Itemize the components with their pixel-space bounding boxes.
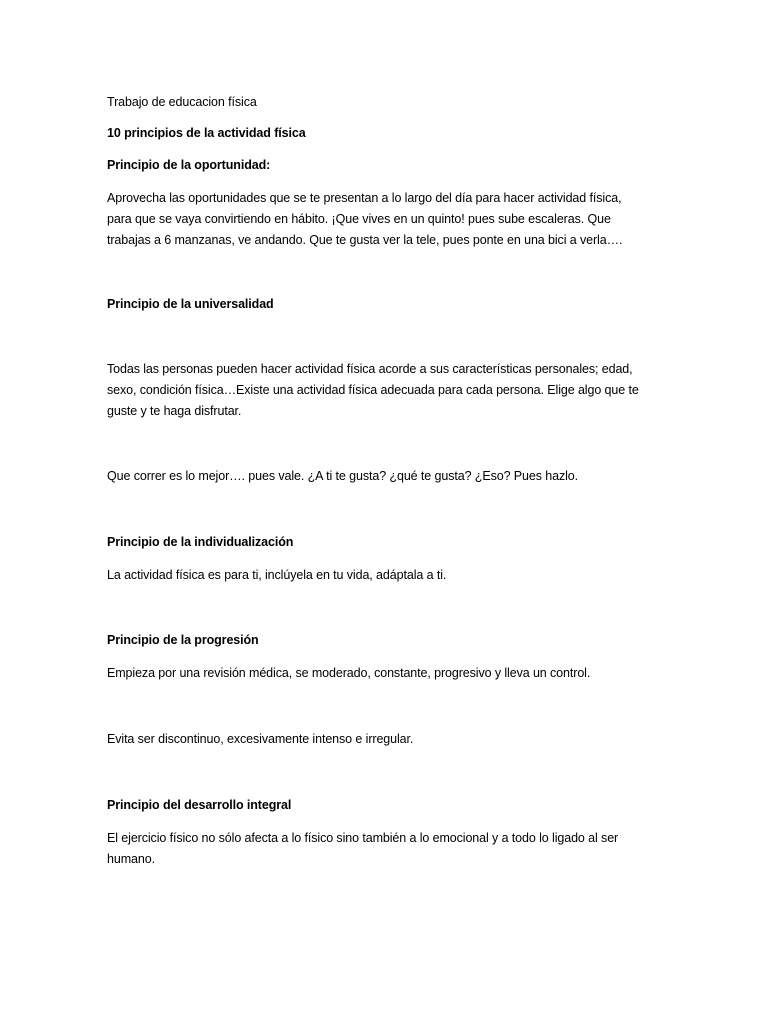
- document-subtitle: 10 principios de la actividad física: [107, 126, 306, 140]
- document-title: Trabajo de educacion física: [107, 95, 257, 109]
- section-heading-universalidad: Principio de la universalidad: [107, 297, 274, 311]
- paragraph-individualizacion: La actividad física es para ti, inclúyela en tu vida, adáptala a ti.: [107, 568, 447, 582]
- paragraph-progresion-2: Evita ser discontinuo, excesivamente intenso e irregular.: [107, 732, 414, 746]
- paragraph-universalidad-1: Todas las personas pueden hacer actividad física acorde a sus características personales; edad, sexo, condición física…Existe una actividad física adecuada para cada persona. Elige algo que te guste y te haga disfrutar.: [107, 362, 639, 418]
- section-heading-progresion: Principio de la progresión: [107, 633, 259, 647]
- paragraph-progresion-1: Empieza por una revisión médica, se moderado, constante, progresivo y lleva un control.: [107, 666, 591, 680]
- section-heading-desarrollo-integral: Principio del desarrollo integral: [107, 798, 292, 812]
- paragraph-oportunidad: Aprovecha las oportunidades que se te presentan a lo largo del día para hacer actividad física, para que se vaya convirtiendo en hábito. ¡Que vives en un quinto! pues sube escaleras. Que trabajas a 6 manzanas, ve andando. Que te gusta ver la tele, pues ponte en una bici a verla….: [107, 191, 623, 247]
- section-heading-oportunidad: Principio de la oportunidad:: [107, 158, 271, 172]
- section-heading-individualizacion: Principio de la individualización: [107, 535, 294, 549]
- paragraph-universalidad-2: Que correr es lo mejor…. pues vale. ¿A ti te gusta? ¿qué te gusta? ¿Eso? Pues hazlo.: [107, 469, 579, 483]
- paragraph-desarrollo-integral: El ejercicio físico no sólo afecta a lo físico sino también a lo emocional y a todo lo ligado al ser humano.: [107, 831, 619, 866]
